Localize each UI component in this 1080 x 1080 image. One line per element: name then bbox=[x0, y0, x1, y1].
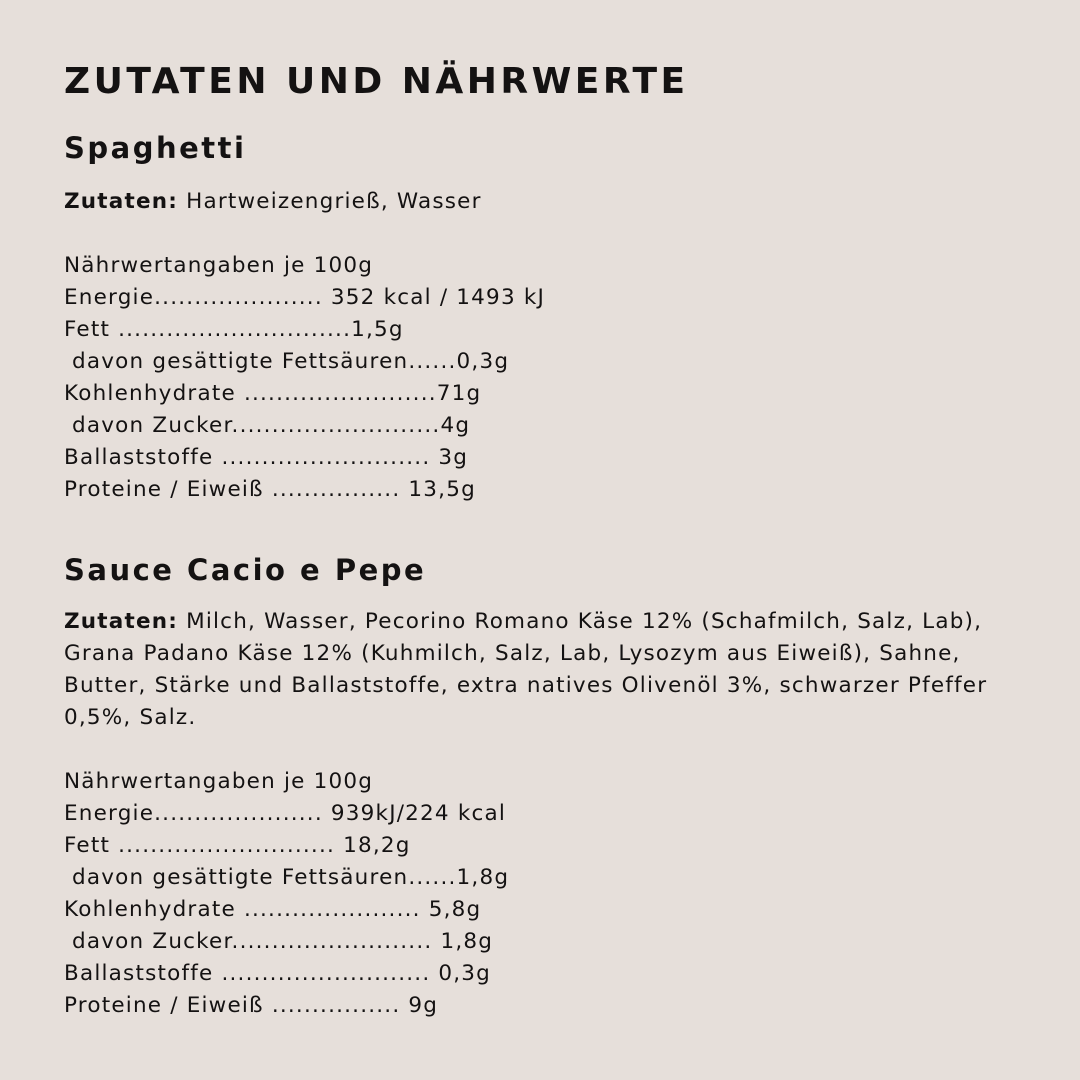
ingredients-paragraph bbox=[64, 606, 1024, 734]
section-spaghetti bbox=[64, 128, 1024, 506]
nutrition-row-protein: Proteine / Eiweiß ................ 9g bbox=[64, 993, 439, 1018]
nutrition-row-fat: Fett ........................... 18,2g bbox=[64, 833, 411, 858]
nutrition-header: Nährwertangaben je 100g bbox=[64, 253, 374, 278]
page bbox=[64, 58, 1024, 1022]
nutrition-row-energy: Energie..................... 352 kcal / 1493 kJ bbox=[64, 285, 546, 310]
nutrition-row-sugar: davon Zucker..........................4g bbox=[64, 413, 471, 438]
ingredients-label: Zutaten: bbox=[64, 189, 179, 214]
nutrition-row-fat: Fett .............................1,5g bbox=[64, 317, 404, 342]
ingredients-text: Hartweizengrieß, Wasser bbox=[178, 189, 482, 214]
nutrition-row-fiber: Ballaststoffe .......................... 3g bbox=[64, 445, 469, 470]
nutrition-row-fiber: Ballaststoffe .......................... 0,3g bbox=[64, 961, 492, 986]
nutrition-row-carbohydrates: Kohlenhydrate ...................... 5,8g bbox=[64, 897, 482, 922]
ingredients-text: Milch, Wasser, Pecorino Romano Käse 12% (Schafmilch, Salz, Lab), Grana Padano Käse 12% (Kuhmilch, Salz, Lab, Lysozym aus Eiweiß), Sahne, Butter, Stärke und Ballaststoffe, extra natives Olivenöl 3%, schwarzer Pfeffer 0,5%, Salz. bbox=[64, 609, 988, 730]
nutrition-row-protein: Proteine / Eiweiß ................ 13,5g bbox=[64, 477, 476, 502]
nutrition-row-saturated-fat: davon gesättigte Fettsäuren......1,8g bbox=[64, 865, 510, 890]
ingredients-paragraph bbox=[64, 186, 1024, 218]
nutrition-row-carbohydrates: Kohlenhydrate ........................71g bbox=[64, 381, 482, 406]
nutrition-header: Nährwertangaben je 100g bbox=[64, 769, 374, 794]
nutrition-table bbox=[64, 250, 1024, 506]
nutrition-row-saturated-fat: davon gesättigte Fettsäuren......0,3g bbox=[64, 349, 510, 374]
page-title: ZUTATEN UND NÄHRWERTE bbox=[64, 61, 689, 102]
section-title: Sauce Cacio e Pepe bbox=[64, 553, 427, 587]
nutrition-row-sugar: davon Zucker......................... 1,8g bbox=[64, 929, 494, 954]
section-sauce-cacio-e-pepe bbox=[64, 550, 1024, 1022]
section-title: Spaghetti bbox=[64, 131, 247, 165]
nutrition-table bbox=[64, 766, 1024, 1022]
ingredients-label: Zutaten: bbox=[64, 609, 179, 634]
nutrition-row-energy: Energie..................... 939kJ/224 kcal bbox=[64, 801, 507, 826]
